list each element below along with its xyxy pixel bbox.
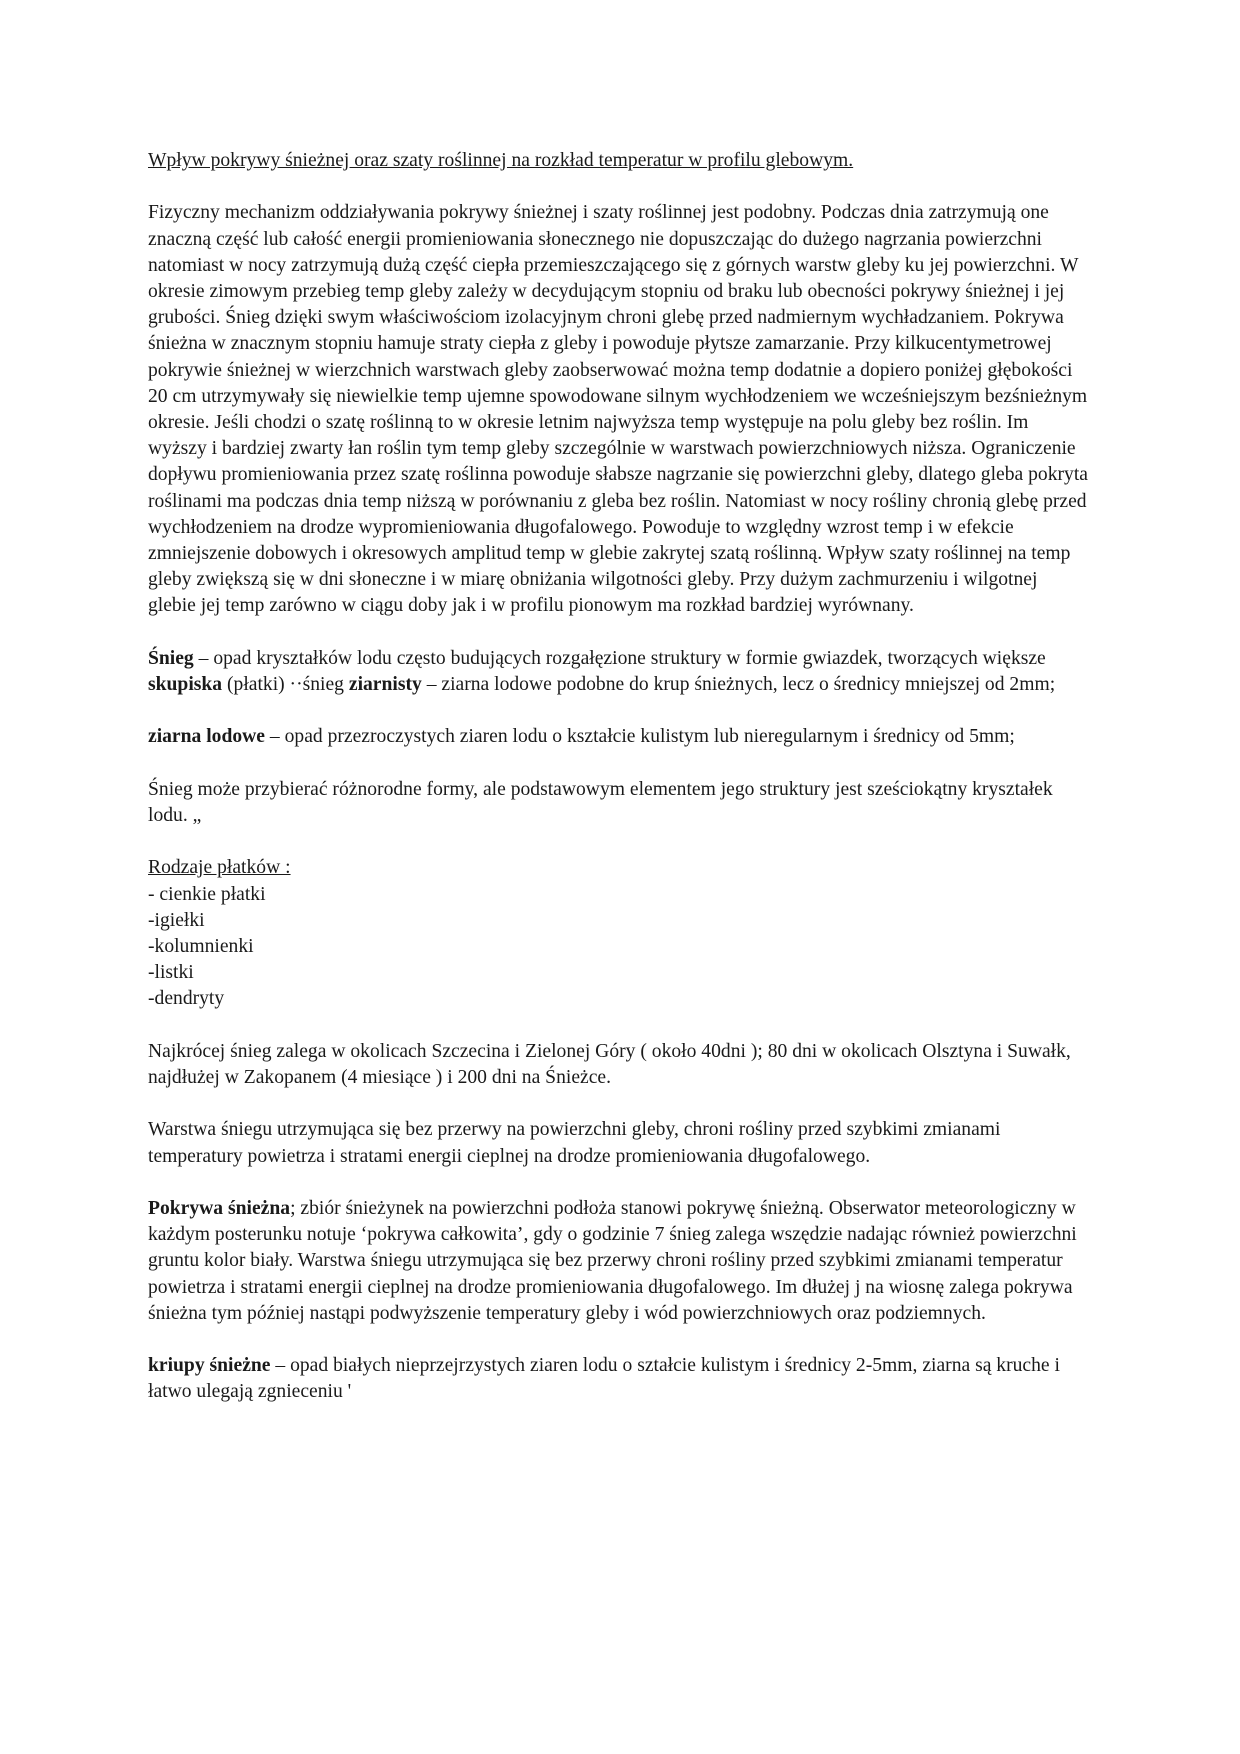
paragraph-mechanism: Fizyczny mechanizm oddziaływania pokrywy śnieżnej i szaty roślinnej jest podobny. Podczas dnia zatrzymują one znaczną część lub całość energii promieniowania słonecznego nie dopuszczając do dużego nagrzania powierzchni natomiast w nocy zatrzymują dużą część ciepła przemieszczającego się z górnych warstw gleby ku jej powierzchni. W okresie zimowym przebieg temp gleby zależy w decydującym stopniu od braku lub obecności pokrywy śnieżnej i jej grubości. Śnieg dzięki swym właściwościom izolacyjnym chroni glebę przed nadmiernym wychładzaniem. Pokrywa śnieżna w znacznym stopniu hamuje straty ciepła z gleby i powoduje płytsze zamarzanie. Przy kilkucentymetrowej pokrywie śnieżnej w wierzchnich warstwach gleby zaobserwować można temp dodatnie a dopiero poniżej głębokości 20 cm utrzymywały się niewielkie temp ujemne spowodowane silnym wychłodzeniem we wcześniejszym bezśnieżnym okresie. Jeśli chodzi o szatę roślinną to w okresie letnim najwyższa temp występuje na polu gleby bez roślin. Im wyższy i bardziej zwarty łan roślin tym temp gleby szczególnie w warstwach powierzchniowych niższa. Ograniczenie dopływu promieniowania przez szatę roślinna powoduje słabsze nagrzanie się powierzchni gleby, dlatego gleba pokryta roślinami ma podczas dnia temp niższą w porównaniu z gleba bez roślin. Natomiast w nocy rośliny chronią glebę przed wychłodzeniem na drodze wypromieniowania długofalowego. Powoduje to względny wzrost temp i w efekcie zmniejszenie dobowych i okresowych amplitud temp w glebie zakrytej szatą roślinną. Wpływ szaty roślinnej na temp gleby zwiększą się w dni słoneczne i w miarę obniżania wilgotności gleby. Przy dużym zachmurzeniu i wilgotnej glebie jej temp zarówno w ciągu doby jak i w profilu pionowym ma rozkład bardziej wyrównany. xyxy=(148,202,1088,617)
term-ziarnisty: ziarnisty xyxy=(348,674,422,696)
paragraph-krupy xyxy=(148,1353,1090,1405)
paragraph-formy: Śnieg może przybierać różnorodne formy, ale podstawowym elementem jego struktury jest sześciokątny kryształek lodu. „ xyxy=(148,778,1053,827)
krupy-text: – opad białych nieprzejrzystych ziaren lodu o ształcie kulistym i średnicy 2-5mm, ziarna są kruche i łatwo ulegają zgnieceniu ' xyxy=(148,1355,1060,1403)
term-skupiska: skupiska xyxy=(148,674,223,696)
list-item: -kolumnienki xyxy=(148,936,254,958)
snieg-text-2: (płatki) ··śnieg xyxy=(222,674,349,696)
snieg-text-1: – opad kryształków lodu często budujących rozgałęzione struktury w formie gwiazdek, tworzących większe xyxy=(193,647,1046,669)
list-item: -dendryty xyxy=(148,988,225,1010)
paragraph-warstwa: Warstwa śniegu utrzymująca się bez przerwy na powierzchni gleby, chroni rośliny przed szybkimi zmianami temperatury powietrza i stratami energii cieplnej na drodze promieniowania długofalowego. xyxy=(148,1119,1001,1167)
snieg-text-3: – ziarna lodowe podobne do krup śnieżnych, lecz o średnicy mniejszej od 2mm; xyxy=(421,674,1056,696)
document-title: Wpływ pokrywy śnieżnej oraz szaty roślinnej na rozkład temperatur w profilu glebowym. xyxy=(148,150,854,171)
list-item: -listki xyxy=(148,962,194,984)
paragraph-snieg xyxy=(148,646,1090,698)
ziarna-text: – opad przezroczystych ziaren lodu o kształcie kulistym lub nieregularnym i średnicy od 5mm; xyxy=(265,726,1015,748)
term-snieg: Śnieg xyxy=(148,647,194,669)
list-item: - cienkie płatki xyxy=(148,883,266,905)
paragraph-pokrywa xyxy=(148,1196,1090,1327)
term-ziarna-lodowe: ziarna lodowe xyxy=(148,726,266,748)
paragraph-ziarna-lodowe xyxy=(148,724,1090,750)
pokrywa-text: ; zbiór śnieżynek na powierzchni podłoża stanowi pokrywę śnieżną. Obserwator meteorologiczny w każdym posterunku notuje ‘pokrywa całkowita’, gdy o godzinie 7 śnieg zalega wszędzie nadając również powierzchni gruntu kolor biały. Warstwa śniegu utrzymująca się bez przerwy chroni rośliny przed szybkimi zmianami temperatur powietrza i stratami energii cieplnej na drodze promieniowania długofalowego. Im dłużej j na wiosnę zalega pokrywa śnieżna tym później nastąpi podwyższenie temperatury gleby i wód powierzchniowych oraz podziemnych. xyxy=(148,1198,1077,1324)
term-krupy: kriupy śnieżne xyxy=(148,1355,271,1377)
term-pokrywa: Pokrywa śnieżna xyxy=(148,1198,291,1219)
rodzaje-list xyxy=(148,855,1090,1012)
list-item: -igiełki xyxy=(148,909,205,931)
document-page xyxy=(148,148,1090,1432)
rodzaje-heading: Rodzaje płatków : xyxy=(148,857,291,879)
paragraph-zalega: Najkrócej śnieg zalega w okolicach Szczecina i Zielonej Góry ( około 40dni ); 80 dni w okolicach Olsztyna i Suwałk, najdłużej w Zakopanem (4 miesiące ) i 200 dni na Śnieżce. xyxy=(148,1040,1071,1089)
